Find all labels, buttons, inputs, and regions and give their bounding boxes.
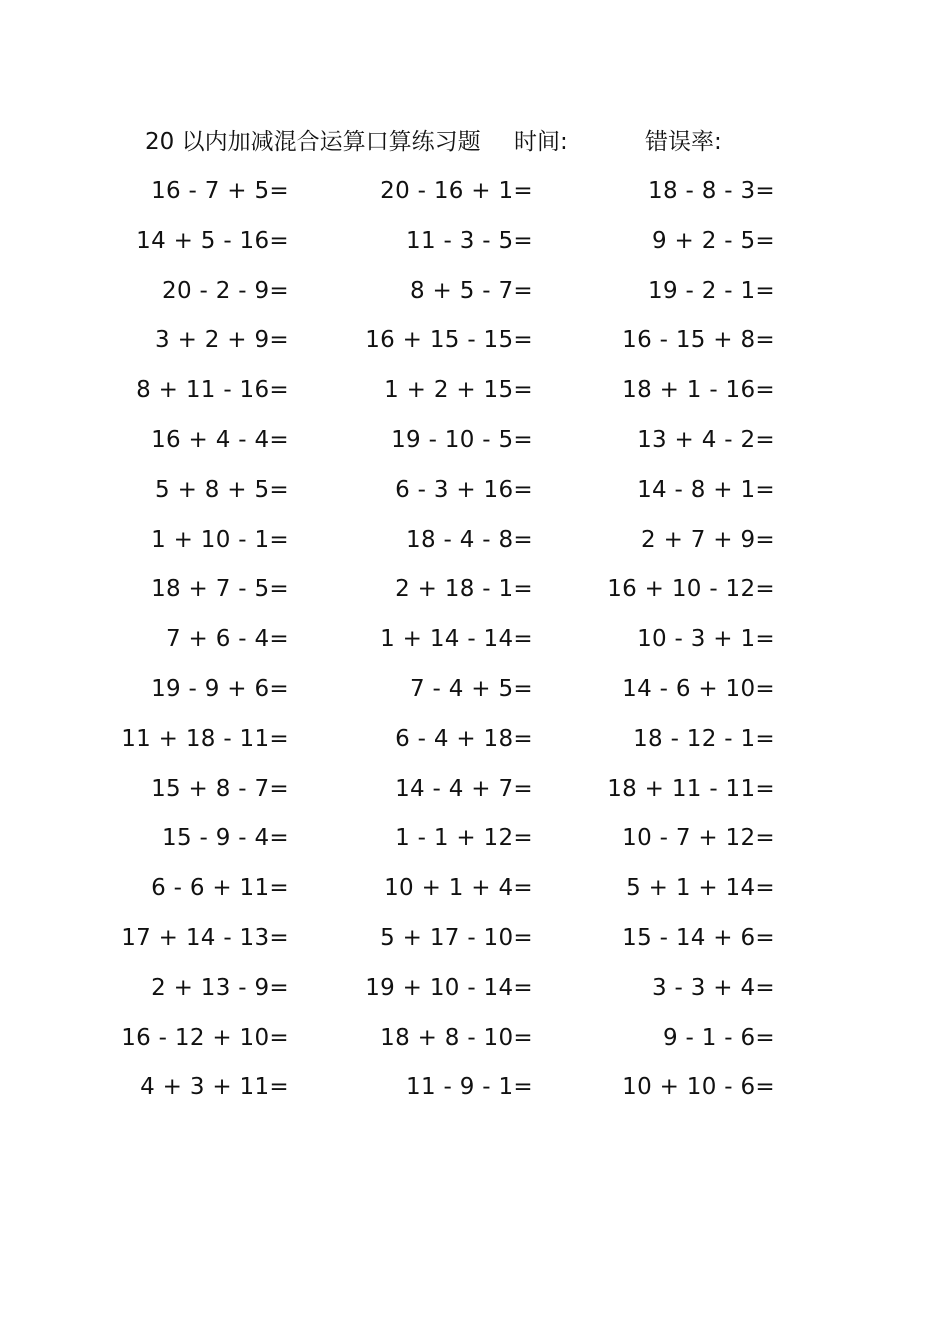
arithmetic-problem: 6 - 3 + 16= [395,476,533,503]
arithmetic-problem: 9 + 2 - 5= [652,227,775,254]
arithmetic-problem: 2 + 7 + 9= [641,526,775,553]
arithmetic-problem: 16 + 10 - 12= [607,576,775,603]
arithmetic-problem: 1 + 2 + 15= [384,377,533,404]
arithmetic-problem: 4 + 3 + 11= [140,1074,289,1101]
arithmetic-problem: 18 - 4 - 8= [406,526,533,553]
arithmetic-problem: 10 - 7 + 12= [622,825,775,852]
arithmetic-problem: 16 - 12 + 10= [121,1024,289,1051]
arithmetic-problem: 20 - 16 + 1= [380,178,533,204]
arithmetic-problem: 14 - 6 + 10= [622,675,775,702]
problem-row [0,220,950,270]
arithmetic-problem: 18 + 8 - 10= [380,1024,533,1051]
arithmetic-problem: 11 - 9 - 1= [406,1074,533,1101]
arithmetic-problem: 8 + 5 - 7= [410,277,533,304]
problem-row [0,718,950,768]
arithmetic-problem: 10 + 10 - 6= [622,1074,775,1101]
arithmetic-problem: 16 + 4 - 4= [151,426,289,453]
arithmetic-problem: 9 - 1 - 6= [662,1024,775,1051]
problem-row [0,618,950,668]
arithmetic-problem: 16 - 7 + 5= [151,178,289,204]
problem-row [0,1017,950,1067]
problem-grid [0,170,950,1116]
arithmetic-problem: 2 + 18 - 1= [395,576,533,603]
arithmetic-problem: 1 + 14 - 14= [380,626,533,653]
arithmetic-problem: 14 - 4 + 7= [395,775,533,802]
arithmetic-problem: 19 + 10 - 14= [365,974,533,1001]
arithmetic-problem: 15 - 9 - 4= [162,825,289,852]
problem-row [0,917,950,967]
arithmetic-problem: 19 - 10 - 5= [391,426,533,453]
arithmetic-problem: 11 + 18 - 11= [121,725,289,752]
arithmetic-problem: 14 + 5 - 16= [136,227,289,254]
arithmetic-problem: 18 - 12 - 1= [633,725,775,752]
problem-row [0,668,950,718]
arithmetic-problem: 8 + 11 - 16= [136,377,289,404]
arithmetic-problem: 10 - 3 + 1= [637,626,775,653]
arithmetic-problem: 5 + 1 + 14= [626,875,775,902]
arithmetic-problem: 18 - 8 - 3= [648,178,775,204]
arithmetic-problem: 20 - 2 - 9= [162,277,289,304]
problem-row [0,867,950,917]
arithmetic-problem: 16 - 15 + 8= [622,327,775,354]
problem-row [0,270,950,320]
arithmetic-problem: 5 + 8 + 5= [155,476,289,503]
error-rate-label: 错误率: [645,129,722,155]
arithmetic-problem: 1 - 1 + 12= [395,825,533,852]
arithmetic-problem: 6 - 6 + 11= [151,875,289,902]
problem-row [0,817,950,867]
problem-row [0,369,950,419]
arithmetic-problem: 17 + 14 - 13= [121,924,289,951]
arithmetic-problem: 18 + 11 - 11= [607,775,775,802]
arithmetic-problem: 15 + 8 - 7= [151,775,289,802]
arithmetic-problem: 3 + 2 + 9= [155,327,289,354]
arithmetic-problem: 3 - 3 + 4= [652,974,775,1001]
problem-row [0,568,950,618]
arithmetic-problem: 15 - 14 + 6= [622,924,775,951]
arithmetic-problem: 1 + 10 - 1= [151,526,289,553]
arithmetic-problem: 6 - 4 + 18= [395,725,533,752]
problem-row [0,1066,950,1116]
arithmetic-problem: 10 + 1 + 4= [384,875,533,902]
arithmetic-problem: 11 - 3 - 5= [406,227,533,254]
time-label: 时间: [514,129,568,155]
problem-row [0,319,950,369]
arithmetic-problem: 7 + 6 - 4= [166,626,289,653]
arithmetic-problem: 18 + 7 - 5= [151,576,289,603]
worksheet-header [0,124,950,160]
arithmetic-problem: 16 + 15 - 15= [365,327,533,354]
arithmetic-problem: 2 + 13 - 9= [151,974,289,1001]
arithmetic-problem: 18 + 1 - 16= [622,377,775,404]
problem-row [0,469,950,519]
arithmetic-problem: 7 - 4 + 5= [410,675,533,702]
problem-row [0,419,950,469]
problem-row [0,768,950,818]
problem-row [0,519,950,569]
arithmetic-problem: 19 - 9 + 6= [151,675,289,702]
arithmetic-problem: 14 - 8 + 1= [637,476,775,503]
problem-row [0,967,950,1017]
worksheet-title: 20 以内加减混合运算口算练习题 [145,129,481,155]
arithmetic-problem: 19 - 2 - 1= [648,277,775,304]
problem-row [0,170,950,220]
arithmetic-problem: 5 + 17 - 10= [380,924,533,951]
arithmetic-problem: 13 + 4 - 2= [637,426,775,453]
